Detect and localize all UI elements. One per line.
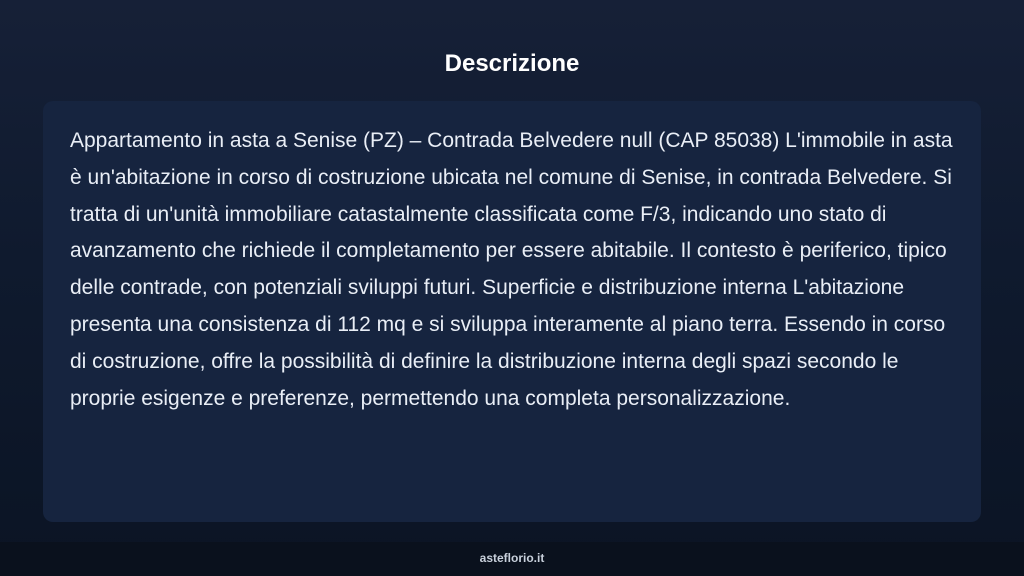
footer-site-label: asteflorio.it (479, 551, 545, 565)
description-text: Appartamento in asta a Senise (PZ) – Contrada Belvedere null (CAP 85038) L'immobile in asta è un'abitazione in corso di costruzione ubicata nel comune di Senise, in contrada Belvedere. Si tratta di un'unità immobiliare catastalmente classificata come F/3, indicando uno stato di avanzamento che richiede il completamento per essere abitabile. Il contesto è periferico, tipico delle contrade, con potenziali sviluppi futuri. Superficie e distribuzione interna L'abitazione presenta una consistenza di 112 mq e si sviluppa interamente al piano terra. Essendo in corso di costruzione, offre la possibilità di definire la distribuzione interna degli spazi secondo le proprie esigenze e preferenze, permettendo una completa personalizzazione. (70, 129, 953, 410)
page-title: Descrizione (444, 50, 580, 77)
description-card (43, 101, 981, 522)
footer (0, 542, 1024, 576)
